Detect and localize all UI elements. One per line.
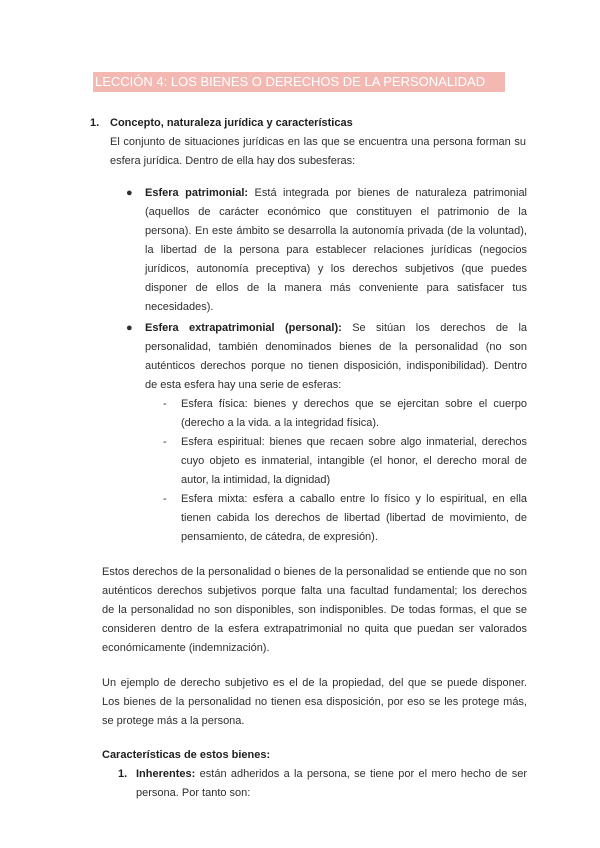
paragraph-line: Un ejemplo de derecho subjetivo es el de la propiedad, del que se puede disponer. (102, 677, 527, 689)
paragraph-line: Estos derechos de la personalidad o bienes de la personalidad se entiende que no son (102, 566, 527, 578)
intro-line: esfera jurídica. Dentro de ella hay dos subesferas: (110, 155, 356, 167)
bullet-line: persona). En este ámbito se desarrolla la autonomía privada (de la voluntad), (145, 225, 527, 237)
characteristics-heading: Características de estos bienes: (102, 749, 271, 761)
dash-marker: - (163, 398, 167, 410)
subitem-line: Esfera mixta: esfera a caballo entre lo físico y lo espiritual, en ella (181, 493, 527, 505)
subitem-line: pensamiento, de cátedra, de expresión). (181, 531, 378, 543)
subitem-line: tienen cabida los derechos de libertad (libertad de movimiento, de (181, 512, 527, 524)
bullet-line: necesidades). (145, 301, 214, 313)
subitem-line: autor, la intimidad, la dignidad) (181, 474, 331, 486)
bullet-text: Está integrada por bienes de naturaleza patrimonial (254, 187, 528, 199)
lesson-title: LECCIÓN 4: LOS BIENES O DERECHOS DE LA PERSONALIDAD (93, 72, 505, 92)
paragraph-line: Los bienes de la personalidad no tienen esa disposición, por eso se les protege más, (102, 696, 527, 708)
dash-marker: - (163, 493, 167, 505)
characteristic-text: están adheridos a la persona, se tiene por el mero hecho de ser (199, 768, 527, 780)
characteristic-term: Inherentes: (136, 768, 196, 780)
paragraph-line: auténticos derechos subjetivos porque falta una facultad fundamental; los derechos (102, 585, 527, 597)
bullet-line: disponer de ellos de la manera más conveniente para satisfacer tus (145, 282, 527, 294)
bullet-line: de esta esfera hay una serie de esferas: (145, 379, 342, 391)
characteristic-line: persona. Por tanto son: (136, 787, 251, 799)
intro-line: El conjunto de situaciones jurídicas en las que se encuentra una persona forman su (110, 136, 526, 148)
characteristic-first-line (136, 765, 527, 784)
section-heading: Concepto, naturaleza jurídica y características (110, 117, 353, 129)
characteristic-number: 1. (118, 768, 128, 780)
bullet-icon: ● (126, 187, 133, 199)
section-number: 1. (90, 117, 100, 129)
subitem-line: cuyo objeto es inmaterial, intangible (el honor, el derecho moral de (181, 455, 527, 467)
bullet-text: Se sitúan los derechos de la (352, 322, 528, 334)
paragraph-line: consideren dentro de la esfera extrapatrimonial no quita que puedan ser valorados (102, 623, 527, 635)
subitem-line: Esfera espiritual: bienes que recaen sobre algo inmaterial, derechos (181, 436, 527, 448)
bullet-first-line (145, 184, 527, 203)
bullet-icon: ● (126, 322, 133, 334)
bullet-term: Esfera patrimonial: (145, 187, 249, 199)
bullet-term: Esfera extrapatrimonial (personal): (145, 322, 342, 334)
bullet-line: auténticos derechos porque no tienen disposición, indisponibilidad). Dentro (145, 360, 527, 372)
paragraph-line: se protege más a la persona. (102, 715, 245, 727)
subitem-line: (derecho a la vida. a la integridad física). (181, 417, 380, 429)
bullet-first-line (145, 319, 527, 338)
subitem-line: Esfera física: bienes y derechos que se ejercitan sobre el cuerpo (181, 398, 527, 410)
paragraph-line: económicamente (indemnización). (102, 642, 270, 654)
bullet-line: jurídicos, autonomía preceptiva) y los derechos subjetivos (que puedes (145, 263, 527, 275)
bullet-line: la libertad de la persona para establecer relaciones jurídicas (negocios (145, 244, 527, 256)
dash-marker: - (163, 436, 167, 448)
bullet-line: personalidad, también denominados bienes de la personalidad (no son (145, 341, 527, 353)
bullet-line: (aquellos de carácter económico que constituyen el patrimonio de la (145, 206, 527, 218)
paragraph-line: de la personalidad no son disponibles, son indisponibles. De todas formas, el que se (102, 604, 527, 616)
